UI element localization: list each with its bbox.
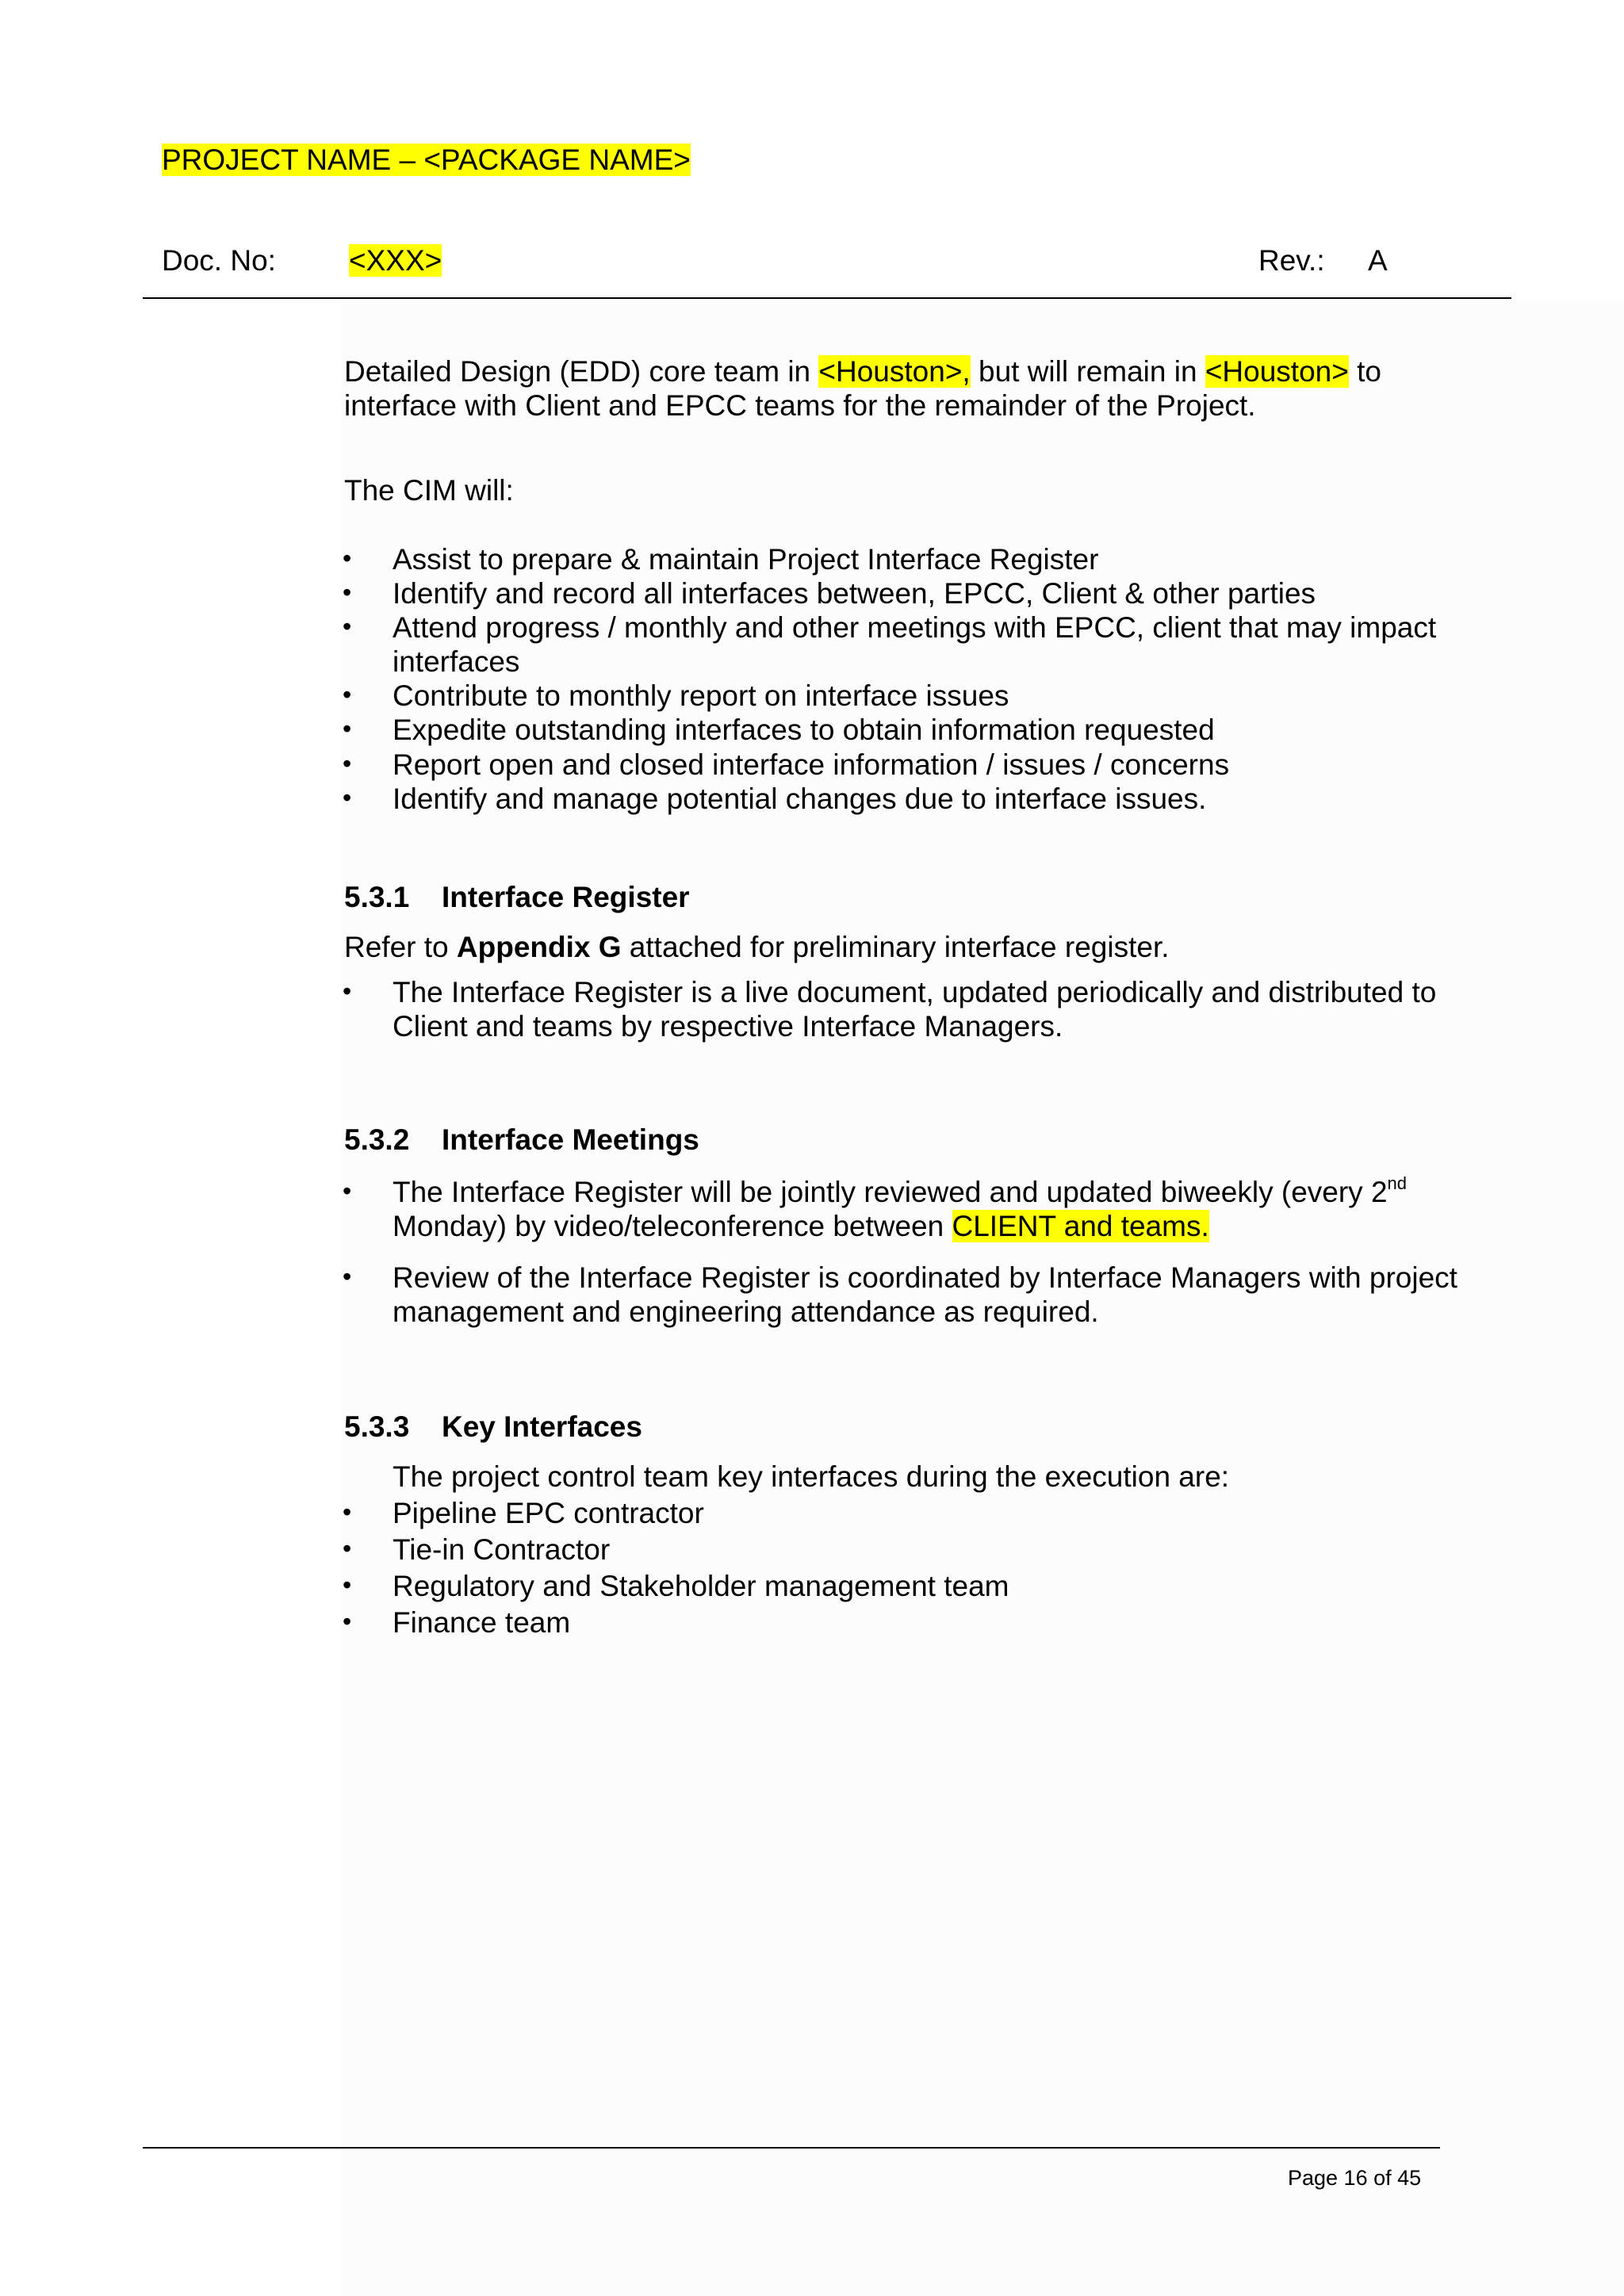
bullet-icon: •: [343, 578, 352, 607]
footer-divider: [143, 2147, 1440, 2149]
section-532-title: Interface Meetings: [442, 1123, 699, 1156]
bullet-icon: •: [343, 1498, 352, 1526]
cim-item: Identify and record all interfaces between, EPCC, Client & other parties: [393, 577, 1316, 610]
bullet-icon: •: [343, 1534, 352, 1563]
bullet-icon: •: [343, 1262, 352, 1291]
cim-item-continuation: interfaces: [393, 645, 520, 678]
bullet-icon: •: [343, 783, 352, 812]
intro-text-b: but will remain in: [970, 355, 1205, 388]
header-divider: [143, 297, 1511, 299]
key-interface-item: Finance team: [393, 1606, 571, 1639]
meetings-text: The Interface Register will be jointly reviewed and updated biweekly (every 2: [393, 1176, 1388, 1208]
intro-line-2: interface with Client and EPCC teams for the remainder of the Project.: [344, 389, 1256, 422]
ordinal-superscript: nd: [1387, 1173, 1408, 1193]
section-533-lead: The project control team key interfaces during the execution are:: [393, 1460, 1230, 1493]
meetings-text-2: Monday) by video/teleconference between: [393, 1210, 952, 1242]
refer-text-c: attached for preliminary interface register.: [621, 931, 1170, 963]
cim-item: Report open and closed interface information / issues / concerns: [393, 748, 1230, 781]
cim-item: Attend progress / monthly and other meetings with EPCC, client that may impact: [393, 611, 1437, 644]
key-interface-item: Pipeline EPC contractor: [393, 1497, 704, 1529]
refer-text-a: Refer to: [344, 931, 457, 963]
appendix-g-reference: Appendix G: [456, 931, 622, 963]
section-532-bullet-2-line-1: Review of the Interface Register is coordinated by Interface Managers with project: [393, 1261, 1457, 1294]
cim-lead: The CIM will:: [344, 474, 514, 507]
page-number: Page 16 of 45: [1288, 2166, 1422, 2190]
cim-item: Contribute to monthly report on interface issues: [393, 679, 1009, 712]
section-531-number: 5.3.1: [344, 881, 410, 913]
bullet-icon: •: [343, 1607, 352, 1636]
bullet-icon: •: [343, 749, 352, 778]
intro-text-c: to: [1348, 355, 1381, 388]
section-533-number: 5.3.3: [344, 1410, 410, 1443]
bullet-icon: •: [343, 714, 352, 743]
section-532-bullet-1-line-2: [393, 1209, 1209, 1243]
bullet-icon: •: [343, 612, 352, 641]
bullet-icon: •: [343, 1177, 352, 1205]
bullet-icon: •: [343, 544, 352, 572]
section-532-bullet-2-line-2: management and engineering attendance as required.: [393, 1295, 1099, 1328]
client-teams-highlight: CLIENT and teams.: [952, 1210, 1209, 1242]
intro-line-1: [344, 354, 1381, 388]
cim-item: Identify and manage potential changes due to interface issues.: [393, 783, 1207, 815]
section-532-number: 5.3.2: [344, 1123, 410, 1156]
intro-highlight-houston-2: <Houston>: [1205, 355, 1349, 388]
intro-highlight-houston-1: <Houston>,: [818, 355, 971, 388]
intro-text-a: Detailed Design (EDD) core team in: [344, 355, 819, 388]
section-531-bullet-line-1: The Interface Register is a live document, updated periodically and distributed to: [393, 976, 1437, 1008]
bullet-icon: •: [343, 1571, 352, 1599]
bullet-icon: •: [343, 977, 352, 1005]
bullet-icon: •: [343, 680, 352, 709]
project-name: [162, 143, 691, 177]
section-531-refer: [344, 930, 1170, 964]
key-interface-item: Tie-in Contractor: [393, 1533, 611, 1566]
doc-no-value-text: <XXX>: [349, 244, 442, 277]
section-531-bullet-line-2: Client and teams by respective Interface Managers.: [393, 1010, 1063, 1043]
section-532-bullet-1-line-1: [393, 1175, 1407, 1209]
project-name-text: PROJECT NAME – <PACKAGE NAME>: [162, 144, 691, 176]
rev-label: Rev.:: [1258, 244, 1325, 277]
doc-no-label: Doc. No:: [162, 244, 276, 277]
key-interface-item: Regulatory and Stakeholder management team: [393, 1570, 1009, 1602]
doc-no-value: [349, 243, 442, 277]
section-533-title: Key Interfaces: [442, 1410, 642, 1443]
cim-item: Assist to prepare & maintain Project Interface Register: [393, 543, 1099, 576]
cim-item: Expedite outstanding interfaces to obtain information requested: [393, 714, 1215, 746]
rev-value: A: [1368, 244, 1388, 277]
section-531-title: Interface Register: [442, 881, 690, 913]
